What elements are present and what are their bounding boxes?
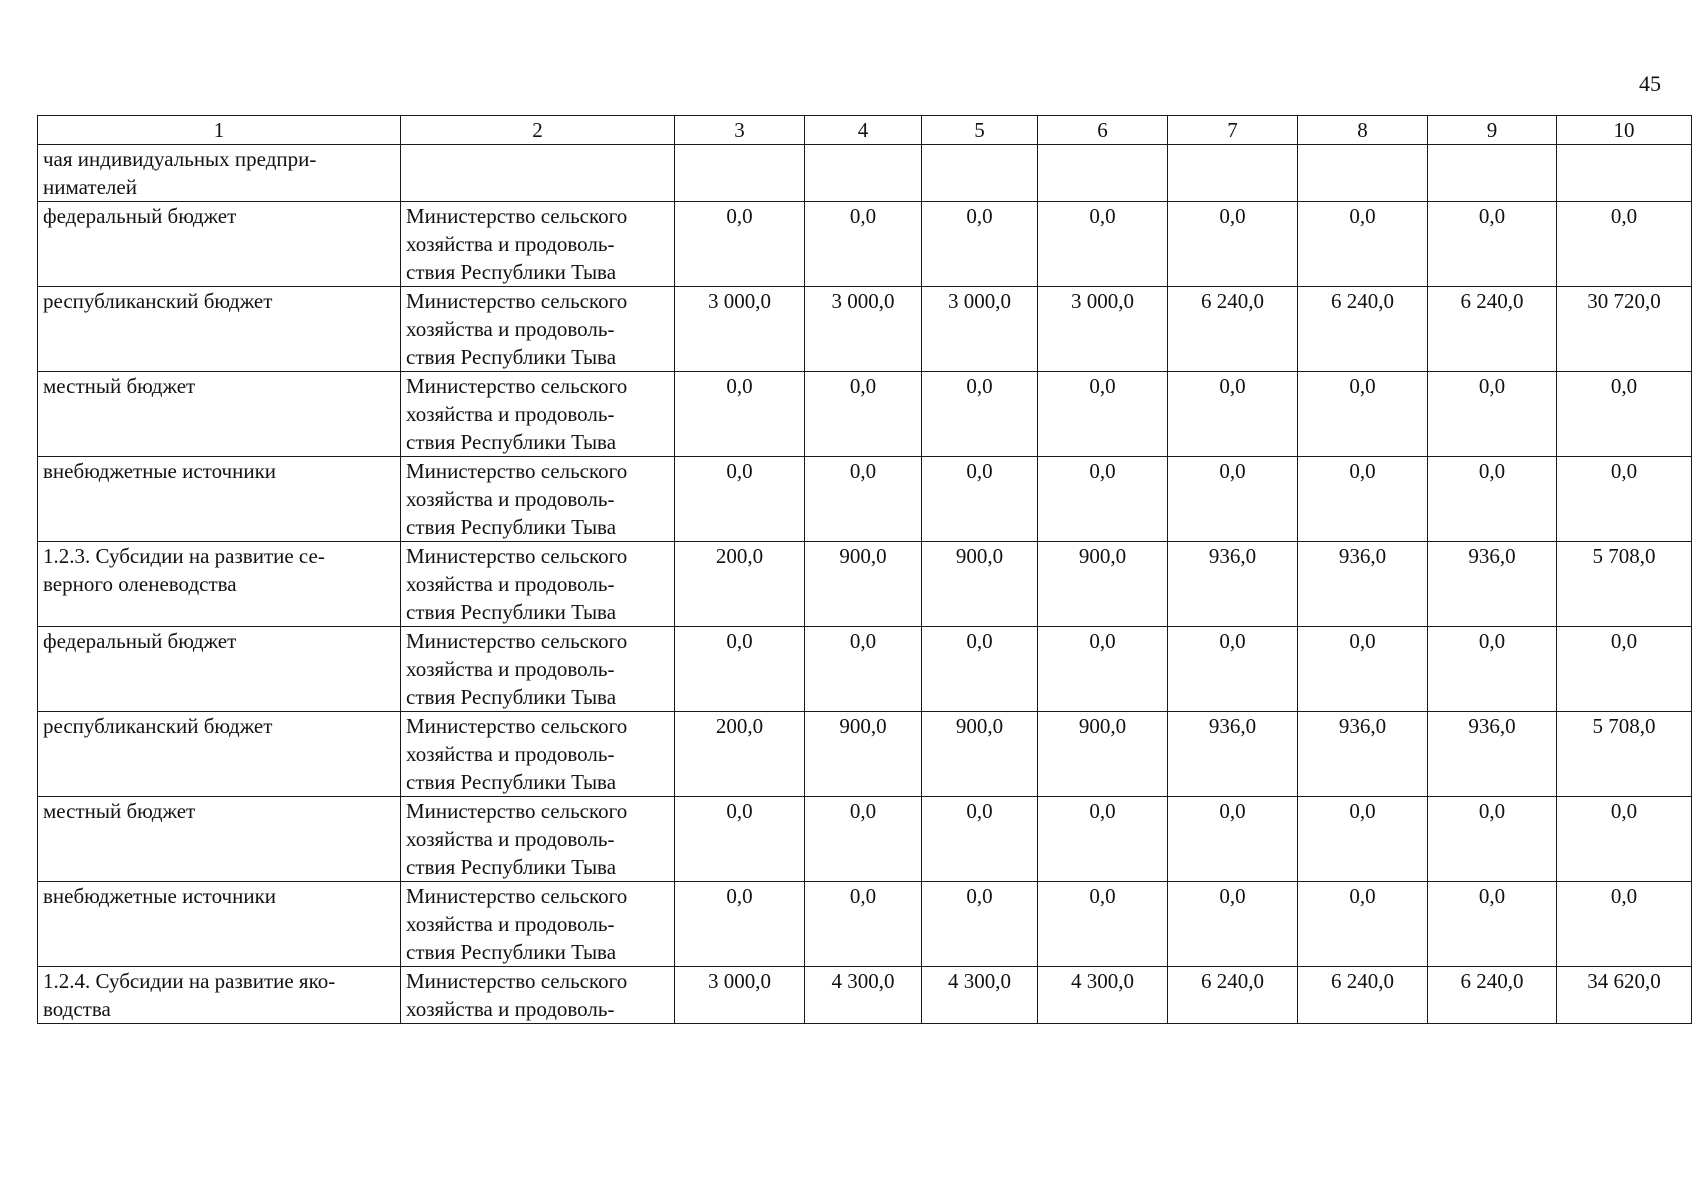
cell-value: 3 000,0 (805, 287, 922, 372)
cell-name: 1.2.3. Субсидии на развитие се- верного оленеводства (38, 542, 401, 627)
cell-value (1557, 145, 1692, 202)
cell-value: 0,0 (1428, 457, 1557, 542)
cell-value (1428, 145, 1557, 202)
cell-value: 0,0 (675, 202, 805, 287)
cell-value: 0,0 (1298, 457, 1428, 542)
table-row (38, 882, 1692, 967)
cell-responsible: Министерство сельского хозяйства и продоволь- ствия Республики Тыва (401, 457, 675, 542)
cell-value: 0,0 (1038, 457, 1168, 542)
cell-responsible: Министерство сельского хозяйства и продоволь- (401, 967, 675, 1024)
cell-value: 6 240,0 (1428, 287, 1557, 372)
cell-value: 0,0 (1038, 882, 1168, 967)
column-header: 5 (922, 116, 1038, 145)
cell-value (1298, 145, 1428, 202)
table-row (38, 202, 1692, 287)
cell-value: 0,0 (922, 882, 1038, 967)
cell-value: 0,0 (1298, 797, 1428, 882)
cell-value: 0,0 (1557, 202, 1692, 287)
cell-value: 0,0 (1038, 797, 1168, 882)
cell-responsible: Министерство сельского хозяйства и продоволь- ствия Республики Тыва (401, 712, 675, 797)
table-row (38, 627, 1692, 712)
cell-value: 200,0 (675, 712, 805, 797)
cell-value: 4 300,0 (922, 967, 1038, 1024)
cell-value: 936,0 (1428, 542, 1557, 627)
cell-name: федеральный бюджет (38, 202, 401, 287)
cell-value: 3 000,0 (1038, 287, 1168, 372)
table-body (38, 145, 1692, 1024)
cell-value: 0,0 (675, 627, 805, 712)
column-header: 1 (38, 116, 401, 145)
table-row (38, 797, 1692, 882)
cell-value: 200,0 (675, 542, 805, 627)
cell-value: 0,0 (1557, 457, 1692, 542)
cell-value: 936,0 (1298, 542, 1428, 627)
table-row (38, 287, 1692, 372)
cell-value (922, 145, 1038, 202)
column-header: 7 (1168, 116, 1298, 145)
cell-value: 3 000,0 (675, 287, 805, 372)
cell-value: 0,0 (805, 797, 922, 882)
cell-value: 936,0 (1168, 712, 1298, 797)
cell-value: 0,0 (675, 797, 805, 882)
column-header: 6 (1038, 116, 1168, 145)
cell-value: 6 240,0 (1168, 287, 1298, 372)
table-row (38, 145, 1692, 202)
cell-value: 0,0 (1038, 627, 1168, 712)
cell-value: 6 240,0 (1298, 967, 1428, 1024)
cell-value: 0,0 (1168, 882, 1298, 967)
cell-value: 3 000,0 (922, 287, 1038, 372)
cell-value: 0,0 (1168, 627, 1298, 712)
cell-name: республиканский бюджет (38, 287, 401, 372)
cell-value: 0,0 (805, 882, 922, 967)
cell-value: 0,0 (1428, 627, 1557, 712)
cell-value: 0,0 (1428, 372, 1557, 457)
table-row (38, 542, 1692, 627)
budget-table (37, 115, 1692, 1024)
cell-value: 4 300,0 (1038, 967, 1168, 1024)
cell-responsible: Министерство сельского хозяйства и продоволь- ствия Республики Тыва (401, 627, 675, 712)
table-row (38, 967, 1692, 1024)
column-header: 3 (675, 116, 805, 145)
table-header (38, 116, 1692, 145)
cell-value: 0,0 (1557, 797, 1692, 882)
cell-responsible: Министерство сельского хозяйства и продоволь- ствия Республики Тыва (401, 542, 675, 627)
cell-value: 0,0 (922, 372, 1038, 457)
cell-value: 0,0 (1168, 372, 1298, 457)
cell-value: 0,0 (1298, 372, 1428, 457)
table-row (38, 372, 1692, 457)
cell-responsible (401, 145, 675, 202)
table-row (38, 457, 1692, 542)
cell-value: 0,0 (1298, 202, 1428, 287)
cell-value: 3 000,0 (675, 967, 805, 1024)
cell-value (675, 145, 805, 202)
cell-value: 0,0 (1428, 882, 1557, 967)
cell-value: 34 620,0 (1557, 967, 1692, 1024)
page-number: 45 (1639, 71, 1661, 96)
cell-value: 900,0 (805, 712, 922, 797)
cell-value: 0,0 (805, 457, 922, 542)
cell-value: 6 240,0 (1428, 967, 1557, 1024)
cell-value: 30 720,0 (1557, 287, 1692, 372)
cell-value: 0,0 (1168, 457, 1298, 542)
cell-value: 4 300,0 (805, 967, 922, 1024)
cell-responsible: Министерство сельского хозяйства и продоволь- ствия Республики Тыва (401, 882, 675, 967)
cell-value: 0,0 (1038, 372, 1168, 457)
cell-value: 0,0 (922, 627, 1038, 712)
cell-value: 0,0 (1557, 627, 1692, 712)
cell-value: 0,0 (805, 202, 922, 287)
cell-value (1168, 145, 1298, 202)
cell-value: 0,0 (1557, 372, 1692, 457)
cell-value: 900,0 (922, 542, 1038, 627)
cell-value: 0,0 (1168, 797, 1298, 882)
cell-name: внебюджетные источники (38, 457, 401, 542)
cell-value: 900,0 (922, 712, 1038, 797)
cell-value: 0,0 (1168, 202, 1298, 287)
cell-value: 0,0 (1298, 882, 1428, 967)
cell-value: 0,0 (805, 627, 922, 712)
cell-value (1038, 145, 1168, 202)
cell-value: 900,0 (1038, 542, 1168, 627)
cell-name: 1.2.4. Субсидии на развитие яко- водства (38, 967, 401, 1024)
cell-value: 6 240,0 (1298, 287, 1428, 372)
header-row (38, 116, 1692, 145)
cell-name: республиканский бюджет (38, 712, 401, 797)
column-header: 8 (1298, 116, 1428, 145)
cell-value: 0,0 (1038, 202, 1168, 287)
column-header: 9 (1428, 116, 1557, 145)
cell-value: 0,0 (922, 202, 1038, 287)
cell-value: 0,0 (1298, 627, 1428, 712)
cell-name: местный бюджет (38, 372, 401, 457)
cell-name: федеральный бюджет (38, 627, 401, 712)
cell-value: 0,0 (922, 457, 1038, 542)
cell-value: 0,0 (675, 372, 805, 457)
cell-responsible: Министерство сельского хозяйства и продоволь- ствия Республики Тыва (401, 372, 675, 457)
cell-value: 936,0 (1168, 542, 1298, 627)
cell-responsible: Министерство сельского хозяйства и продоволь- ствия Республики Тыва (401, 797, 675, 882)
cell-value: 0,0 (1428, 797, 1557, 882)
cell-name: местный бюджет (38, 797, 401, 882)
cell-value: 900,0 (805, 542, 922, 627)
column-header: 10 (1557, 116, 1692, 145)
cell-value: 936,0 (1298, 712, 1428, 797)
cell-responsible: Министерство сельского хозяйства и продоволь- ствия Республики Тыва (401, 202, 675, 287)
cell-value: 0,0 (675, 457, 805, 542)
cell-value: 0,0 (1557, 882, 1692, 967)
table-row (38, 712, 1692, 797)
cell-value: 936,0 (1428, 712, 1557, 797)
column-header: 2 (401, 116, 675, 145)
cell-value: 5 708,0 (1557, 542, 1692, 627)
cell-value: 5 708,0 (1557, 712, 1692, 797)
cell-value: 6 240,0 (1168, 967, 1298, 1024)
cell-value: 0,0 (805, 372, 922, 457)
cell-value: 900,0 (1038, 712, 1168, 797)
cell-value: 0,0 (922, 797, 1038, 882)
cell-responsible: Министерство сельского хозяйства и продоволь- ствия Республики Тыва (401, 287, 675, 372)
cell-name: чая индивидуальных предпри- нимателей (38, 145, 401, 202)
cell-name: внебюджетные источники (38, 882, 401, 967)
cell-value: 0,0 (1428, 202, 1557, 287)
column-header: 4 (805, 116, 922, 145)
cell-value (805, 145, 922, 202)
cell-value: 0,0 (675, 882, 805, 967)
